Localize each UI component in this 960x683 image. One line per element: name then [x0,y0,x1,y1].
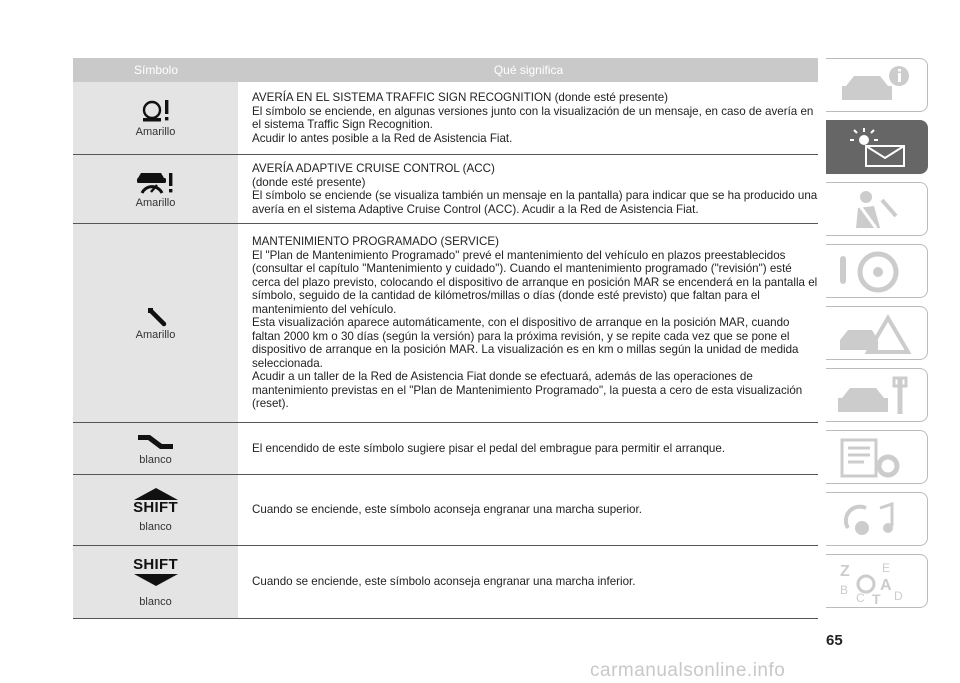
clutch-pedal-icon [136,432,176,452]
meaning-line: Cuando se enciende, este símbolo aconseja engranar una marcha superior. [252,503,642,517]
table-row [73,82,818,155]
color-label: Amarillo [135,197,176,209]
shift-up-arrow-icon [132,488,180,500]
symbol-cell [73,155,239,223]
meaning-line: AVERÍA EN EL SISTEMA TRAFFIC SIGN RECOGNITION (donde esté presente) [252,91,668,104]
page-number: 65 [826,632,843,649]
meaning-line: (donde esté presente) [252,175,366,189]
meaning-line: MANTENIMIENTO PROGRAMADO (SERVICE) [252,235,499,249]
meaning-cell [239,155,818,223]
tab-specifications[interactable] [826,430,928,484]
traffic-sign-failure-icon [141,98,171,124]
symbol-cell [73,475,239,545]
meaning-line: El símbolo se enciende (se visualiza también un mensaje en la pantalla) para indicar que se ha producido una avería en el sistema Adaptive Cruise Control (ACC). Acudir a la Red de Asistencia Fiat. [252,189,818,216]
svg-text:B: B [840,583,849,597]
color-label: blanco [139,453,172,466]
multimedia-music-icon [836,498,916,542]
header-meaning: Qué significa [493,63,564,77]
meaning-line: El símbolo se enciende, en algunas versiones junto con la visualización de un mensaje, en caso de avería en el sistema Traffic Sign Recognition. [252,104,814,131]
acc-failure-icon [136,169,176,195]
color-label: blanco [139,595,172,608]
meaning-line: El "Plan de Mantenimiento Programado" prevé el mantenimiento del vehículo en plazos preestablecidos (consultar el capítulo "Mantenimiento y cuidado"). Cuando el mantenimiento programado ("revisión") esté cerca del plazo previsto, colocando el dispositivo de arranque en posición MAR se encenderá en la pantalla el símbolo, seguido de la cantidad de kilómetros/millas o días (donde esté previsto) que faltan para el mantenimiento del vehículo. [252,248,818,316]
symbol-cell [73,546,239,618]
color-label: Amarillo [135,126,176,138]
table-row [73,546,818,619]
warning-light-message-icon [836,126,916,170]
meaning-cell [239,546,818,618]
steering-wheel-key-icon [836,250,916,294]
svg-text:D: D [894,589,903,603]
tab-starting-driving[interactable] [826,244,928,298]
meaning-line: Acudir lo antes posible a la Red de Asistencia Fiat. [252,131,513,145]
svg-text:C: C [856,591,865,604]
tab-multimedia[interactable] [826,492,928,546]
meaning-line: Acudir a un taller de la Red de Asistencia Fiat donde se efectuará, además de las operaciones de mantenimiento previstas en el "Plan de Mantenimiento Programado", la puesta a cero de esta visualización (reset). [252,370,803,411]
shift-down-icon: SHIFT [133,555,178,573]
svg-text:A: A [880,577,892,594]
seatbelt-airbag-icon [836,188,916,232]
tab-car-info[interactable] [826,58,928,112]
svg-text:E: E [882,561,891,575]
color-label: Amarillo [135,329,176,341]
meaning-cell [239,423,818,474]
svg-text:Z: Z [840,563,850,580]
table-header [73,58,818,82]
symbol-table [73,58,818,619]
tab-warning-lights[interactable] [826,120,928,174]
car-wrench-icon [836,374,916,418]
svg-text:T: T [872,591,881,604]
meaning-line: Esta visualización aparece automáticamente, con el dispositivo de arranque en la posición MAR, cuando faltan 2000 km o 30 días (según la versión) para la próxima revisión, y se repite cada vez que se pone el dispositivo de arranque en la posición MAR. La visualización es en km o millas según la unidad de medida seleccionada. [252,316,799,370]
table-row [73,155,818,224]
table-row [73,423,818,475]
specifications-gear-icon [836,436,916,480]
meaning-line: El encendido de este símbolo sugiere pisar el pedal del embrague para permitir el arranque. [252,441,726,455]
header-symbol: Símbolo [133,63,179,77]
chapter-sidebar [826,58,930,616]
car-info-icon [836,64,916,108]
symbol-cell [73,423,239,474]
symbol-cell [73,224,239,422]
wrench-icon [145,305,167,327]
meaning-cell [239,475,818,545]
tab-safety[interactable] [826,182,928,236]
shift-down-arrow-icon [132,574,180,586]
tab-maintenance[interactable] [826,368,928,422]
shift-up-icon: SHIFT [133,498,178,516]
tab-emergency[interactable] [826,306,928,360]
table-row [73,475,818,546]
meaning-line: AVERÍA ADAPTIVE CRUISE CONTROL (ACC) [252,162,495,175]
meaning-cell [239,82,818,154]
alphabet-index-icon [836,560,916,604]
color-label: blanco [139,520,172,533]
tab-index[interactable] [826,554,928,608]
table-row [73,224,818,423]
watermark: carmanualsonline.info [590,660,786,681]
meaning-line: Cuando se enciende, este símbolo aconseja engranar una marcha inferior. [252,575,636,589]
symbol-cell [73,82,239,154]
meaning-cell [239,224,818,422]
car-warning-triangle-icon [836,312,916,356]
